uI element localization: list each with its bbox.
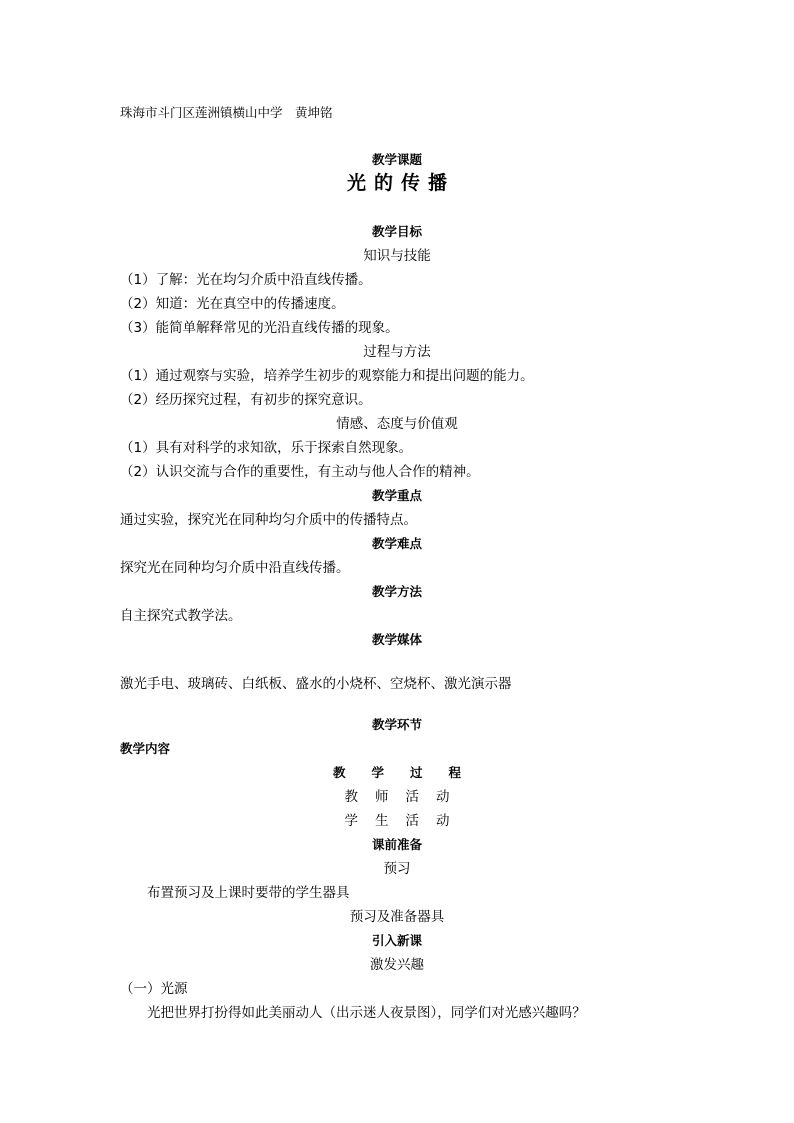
topic-heading: 教学课题 bbox=[371, 152, 422, 167]
attitude-item: （2）认识交流与合作的重要性，有主动与他人合作的精神。 bbox=[120, 464, 480, 480]
key-point-text: 通过实验，探究光在同种均匀介质中的传播特点。 bbox=[120, 512, 417, 528]
process-heading: 过程与方法 bbox=[363, 344, 431, 360]
student-activity-heading: 学生活动 bbox=[344, 813, 467, 829]
author-line: 珠海市斗门区莲洲镇横山中学 黄坤铭 bbox=[120, 105, 333, 120]
section-one-text: 光把世界打扮得如此美丽动人（出示迷人夜景图），同学们对光感兴趣吗？ bbox=[147, 1005, 586, 1021]
attitude-item: （1）具有对科学的求知欲，乐于探索自然现象。 bbox=[120, 440, 413, 456]
objectives-heading: 教学目标 bbox=[371, 224, 422, 239]
key-point-heading: 教学重点 bbox=[371, 488, 422, 503]
process-item: （2）经历探究过程，有初步的探究意识。 bbox=[120, 392, 372, 408]
process-item: （1）通过观察与实验，培养学生初步的观察能力和提出问题的能力。 bbox=[120, 368, 534, 384]
attitude-heading: 情感、态度与价值观 bbox=[336, 416, 458, 432]
stages-heading: 教学环节 bbox=[371, 717, 422, 732]
knowledge-item: （3）能简单解释常见的光沿直线传播的现象。 bbox=[120, 320, 399, 336]
media-heading: 教学媒体 bbox=[371, 632, 422, 647]
intro-subheading: 激发兴趣 bbox=[370, 957, 424, 973]
page-title: 光的传播 bbox=[346, 172, 455, 194]
prep-student-text: 预习及准备器具 bbox=[349, 909, 445, 925]
prep-teacher-text: 布置预习及上课时要带的学生器具 bbox=[147, 885, 350, 901]
section-one-heading: （一）光源 bbox=[120, 981, 188, 997]
intro-heading: 引入新课 bbox=[371, 933, 422, 948]
process-column-heading: 教学过程 bbox=[332, 765, 487, 780]
method-heading: 教学方法 bbox=[371, 584, 422, 599]
method-text: 自主探究式教学法。 bbox=[120, 608, 242, 624]
prep-subheading: 预习 bbox=[383, 861, 411, 877]
difficulty-text: 探究光在同种均匀介质中沿直线传播。 bbox=[120, 560, 350, 576]
knowledge-item: （1）了解：光在均匀介质中沿直线传播。 bbox=[120, 272, 372, 288]
content-heading: 教学内容 bbox=[120, 741, 171, 756]
media-text: 激光手电、玻璃砖、白纸板、盛水的小烧杯、空烧杯、激光演示器 bbox=[120, 676, 512, 692]
teacher-activity-heading: 教师活动 bbox=[344, 789, 467, 805]
difficulty-heading: 教学难点 bbox=[371, 536, 422, 551]
prep-heading: 课前准备 bbox=[371, 837, 422, 852]
knowledge-item: （2）知道：光在真空中的传播速度。 bbox=[120, 296, 345, 312]
knowledge-heading: 知识与技能 bbox=[363, 248, 431, 264]
